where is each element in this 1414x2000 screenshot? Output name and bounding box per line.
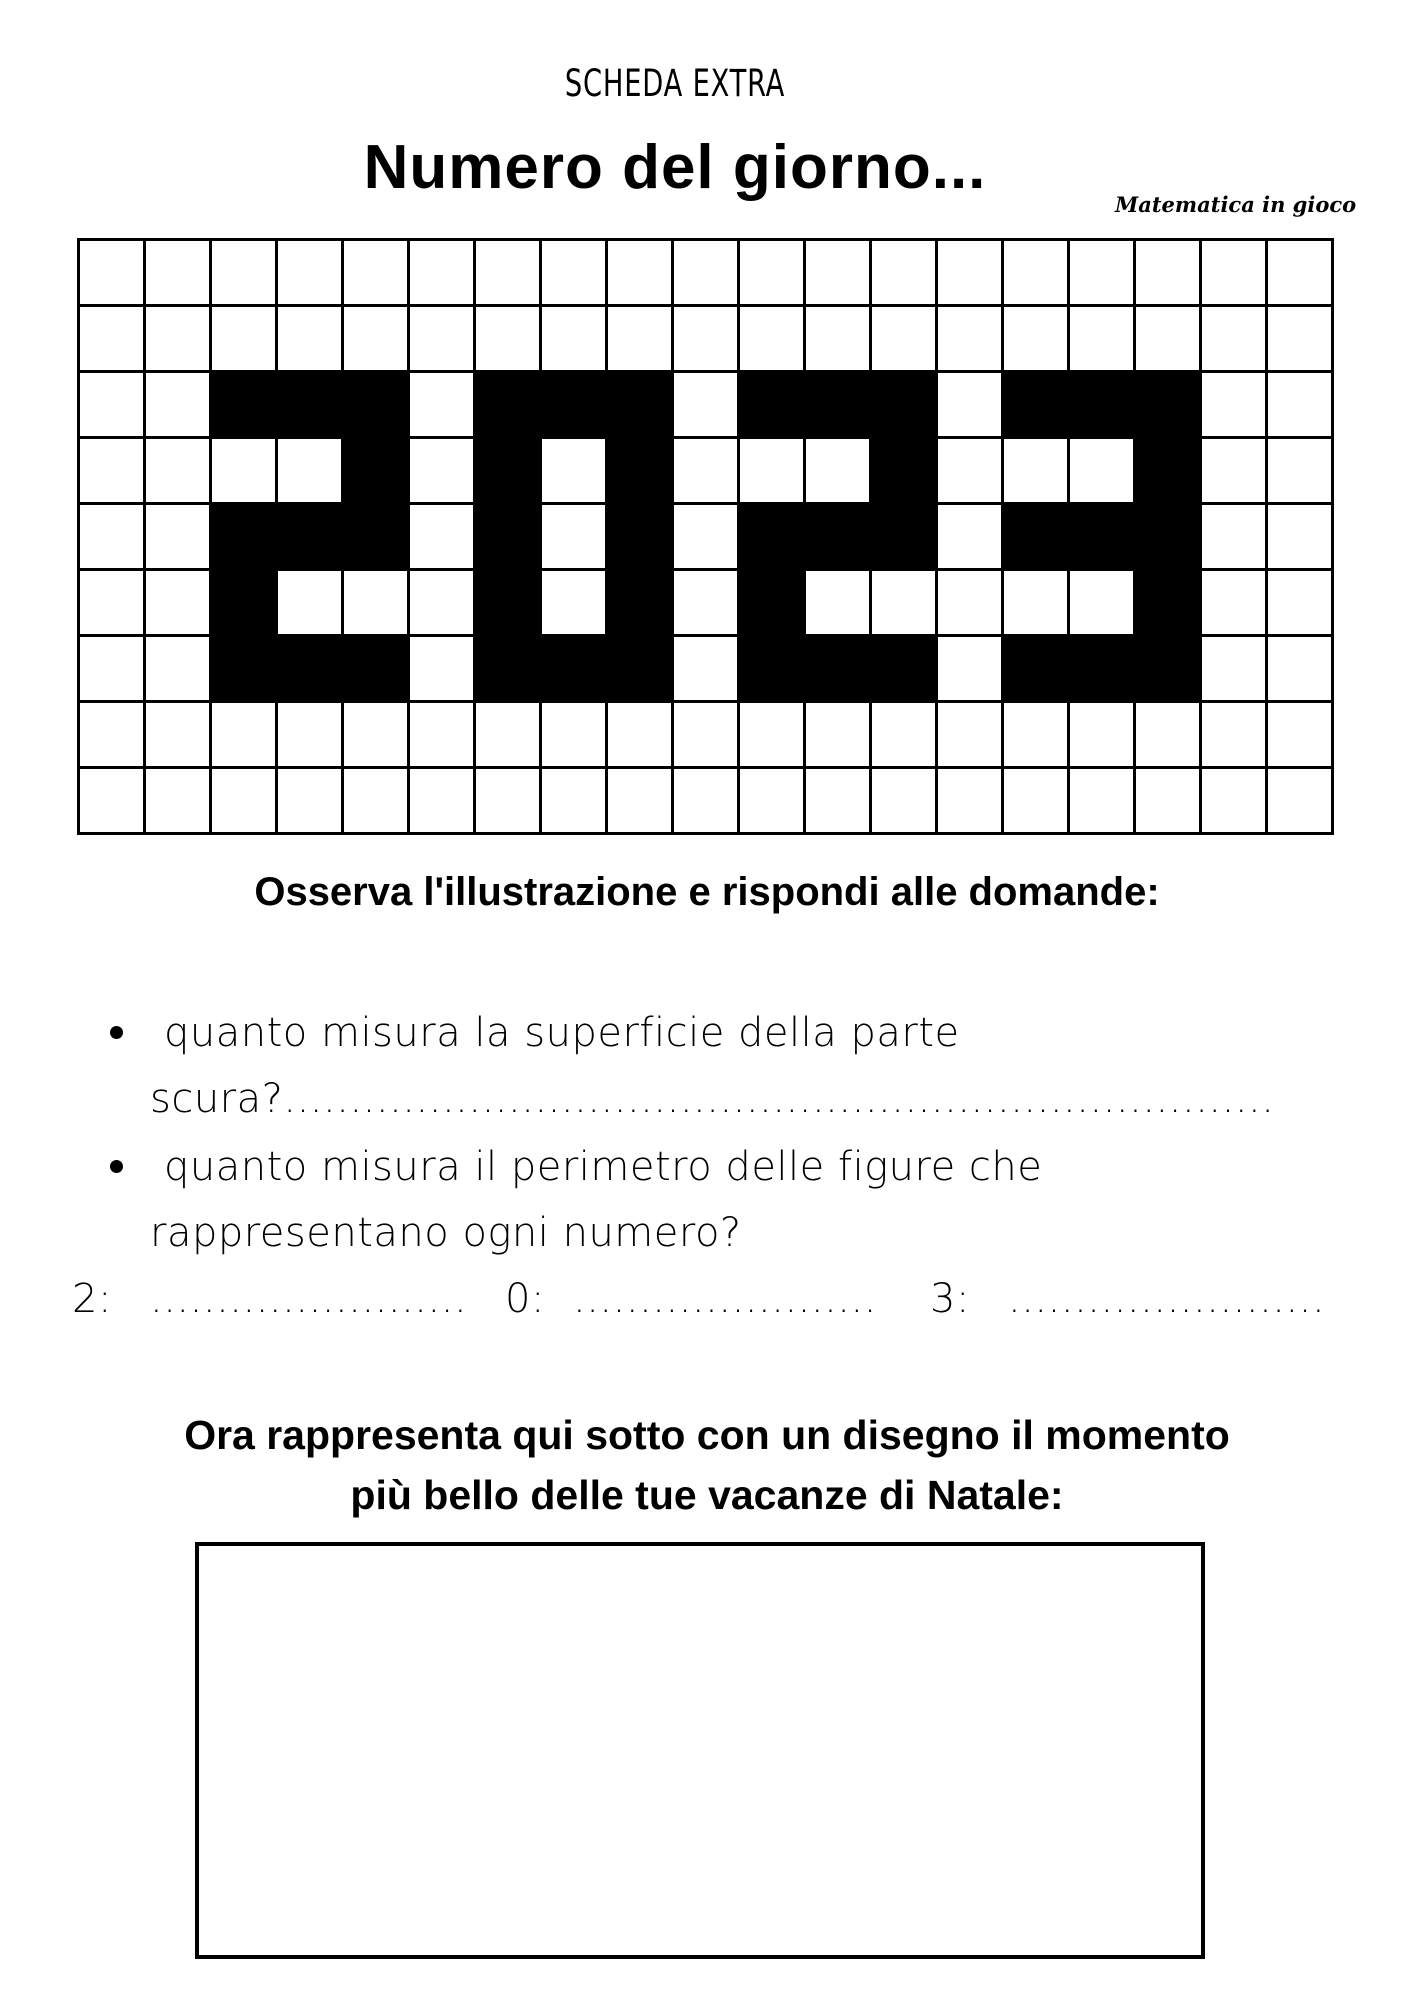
- filled-cell-digit-3: [1133, 502, 1199, 568]
- filled-cell-digit-1: [605, 370, 671, 436]
- filled-cell-digit-2: [869, 436, 935, 502]
- filled-cell-digit-0: [275, 502, 341, 568]
- filled-cell-digit-2: [803, 634, 869, 700]
- answer-label-2: 2:: [72, 1276, 112, 1322]
- filled-cell-digit-0: [209, 502, 275, 568]
- filled-cell-digit-1: [539, 370, 605, 436]
- filled-cell-digit-0: [341, 436, 407, 502]
- filled-cell-digit-0: [341, 634, 407, 700]
- question-2-line-2: rappresentano ogni numero?: [150, 1210, 742, 1256]
- filled-cell-digit-1: [473, 370, 539, 436]
- answer-label-3: 3:: [930, 1276, 970, 1322]
- filled-cell-digit-3: [1133, 436, 1199, 502]
- filled-cell-digit-1: [473, 568, 539, 634]
- filled-cell-digit-1: [605, 436, 671, 502]
- filled-cell-digit-2: [737, 370, 803, 436]
- question-1-line-1: quanto misura la superficie della parte: [164, 1010, 960, 1056]
- drawing-area[interactable]: [195, 1542, 1205, 1959]
- page-title: Numero del giorno...: [363, 133, 987, 202]
- bullet-icon: [110, 1026, 123, 1039]
- author-signature: Matematica in gioco: [1115, 192, 1357, 217]
- filled-cell-digit-1: [473, 634, 539, 700]
- filled-cell-digit-2: [869, 634, 935, 700]
- filled-cell-digit-1: [605, 502, 671, 568]
- filled-cell-digit-1: [473, 436, 539, 502]
- filled-cell-digit-3: [1067, 370, 1133, 436]
- question-1-line-2: scura?...........................................................................: [150, 1076, 1275, 1122]
- drawing-prompt-line-2: più bello delle tue vacanze di Natale:: [350, 1472, 1064, 1518]
- filled-cell-digit-2: [737, 502, 803, 568]
- filled-cell-digit-3: [1067, 634, 1133, 700]
- filled-cell-digit-2: [737, 634, 803, 700]
- filled-cell-digit-1: [605, 634, 671, 700]
- filled-cell-digit-3: [1133, 370, 1199, 436]
- filled-cell-digit-0: [209, 370, 275, 436]
- filled-cell-digit-2: [803, 370, 869, 436]
- filled-cell-digit-0: [341, 370, 407, 436]
- filled-cell-digit-2: [869, 370, 935, 436]
- answer-blank-3[interactable]: ........................: [1008, 1276, 1326, 1322]
- worksheet-kicker: SCHEDA EXTRA: [564, 62, 786, 105]
- bullet-icon: [110, 1160, 123, 1173]
- filled-cell-digit-1: [539, 634, 605, 700]
- answer-blank-2[interactable]: ........................: [150, 1276, 468, 1322]
- number-grid: [77, 238, 1347, 842]
- filled-cell-digit-3: [1133, 568, 1199, 634]
- answer-label-0: 0:: [505, 1276, 545, 1322]
- filled-cell-digit-3: [1001, 502, 1067, 568]
- filled-cell-digit-0: [209, 634, 275, 700]
- filled-cell-digit-0: [275, 370, 341, 436]
- filled-cell-digit-0: [275, 634, 341, 700]
- drawing-prompt: [0, 1405, 1414, 1525]
- filled-cell-digit-2: [803, 502, 869, 568]
- filled-cell-digit-1: [473, 502, 539, 568]
- filled-cell-digit-1: [605, 568, 671, 634]
- filled-cell-digit-3: [1001, 370, 1067, 436]
- question-2-line-1: quanto misura il perimetro delle figure che: [164, 1144, 1043, 1190]
- drawing-prompt-line-1: Ora rappresenta qui sotto con un disegno il momento: [184, 1412, 1230, 1458]
- filled-cell-digit-3: [1001, 634, 1067, 700]
- filled-cell-digit-2: [869, 502, 935, 568]
- filled-cell-digit-3: [1067, 502, 1133, 568]
- filled-cell-digit-2: [737, 568, 803, 634]
- filled-cell-digit-0: [341, 502, 407, 568]
- filled-cell-digit-0: [209, 568, 275, 634]
- answer-blank-0[interactable]: .......................: [573, 1276, 877, 1322]
- filled-cell-digit-3: [1133, 634, 1199, 700]
- instruction-heading: Osserva l'illustrazione e rispondi alle domande:: [254, 870, 1160, 914]
